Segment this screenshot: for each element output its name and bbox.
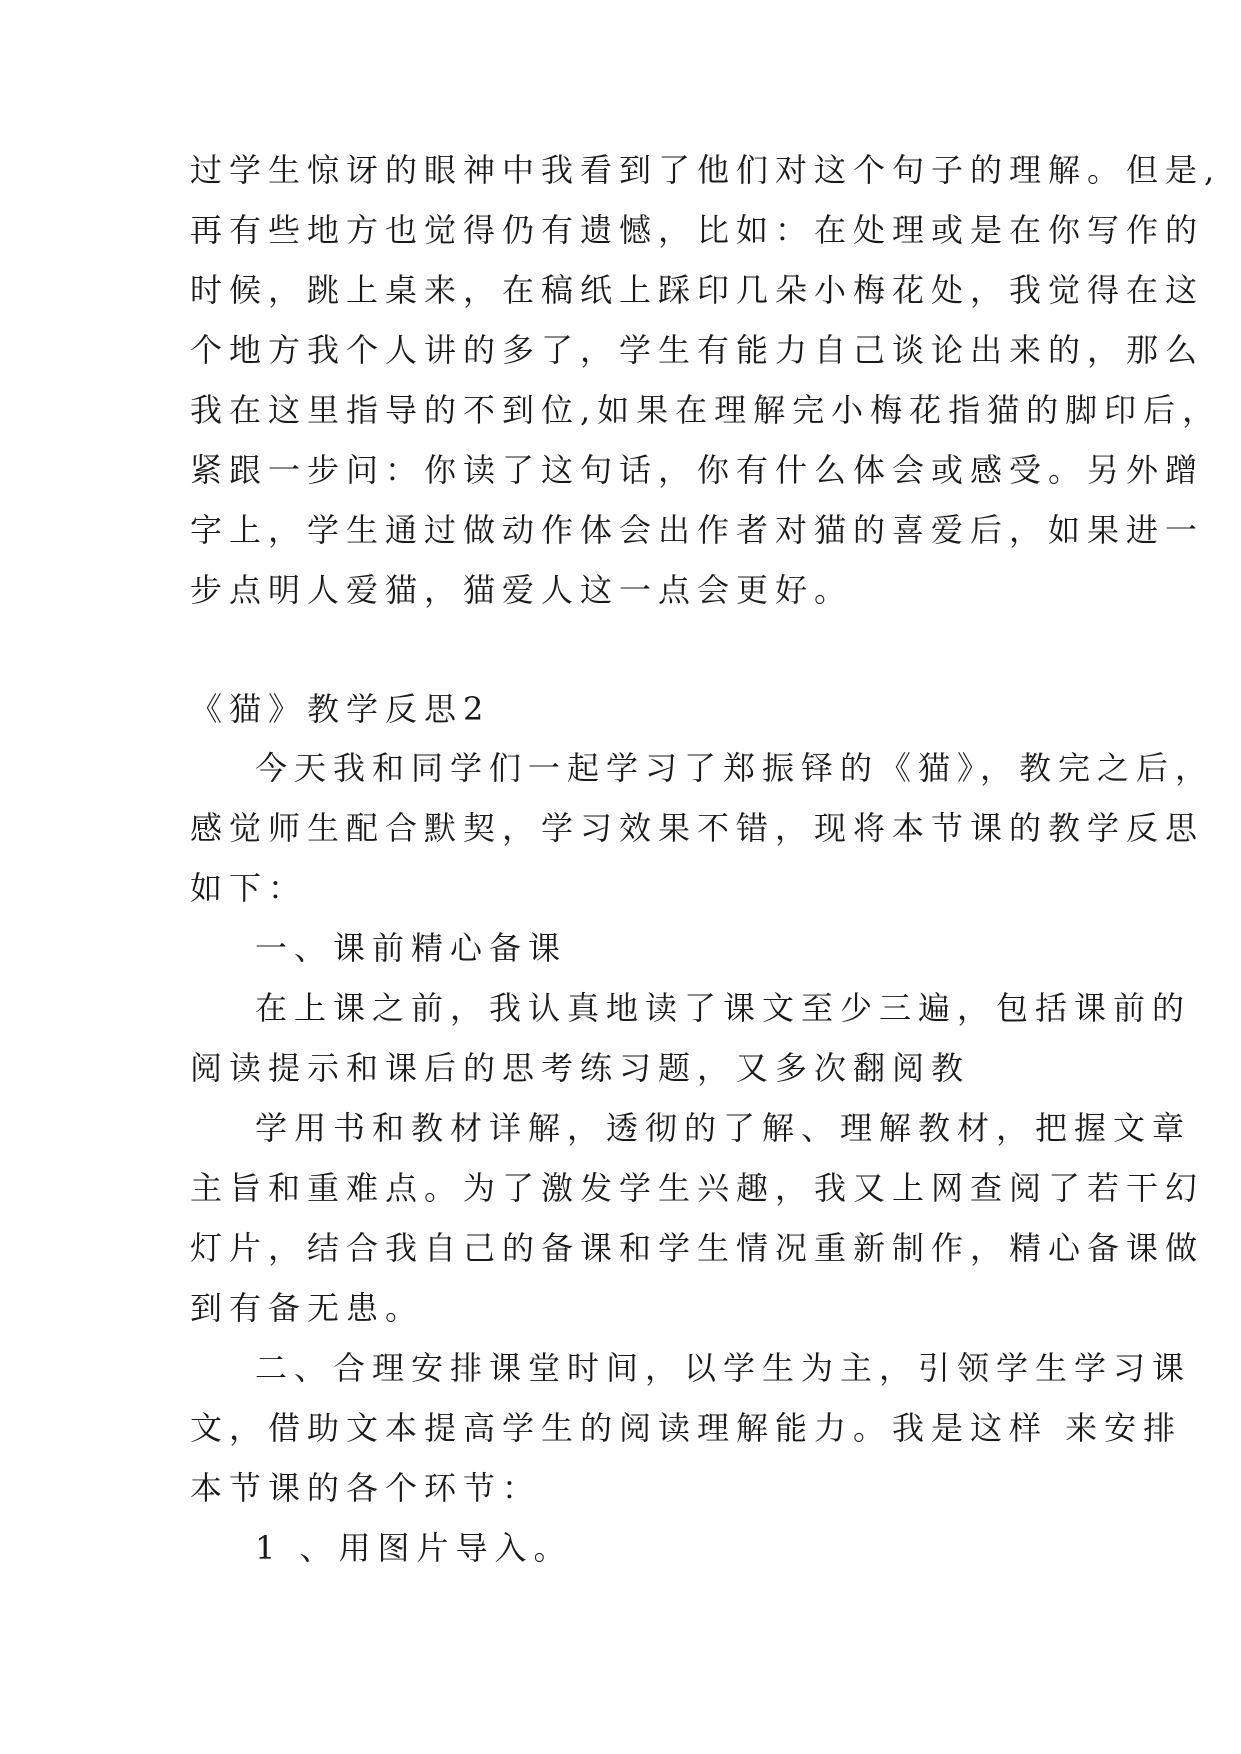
paragraph-first-line: 在上课之前，我认真地读了课文至少三遍，包括课前的 xyxy=(255,989,1192,1027)
text-line: 我在这里指导的不到位,如果在理解完小梅花指猫的脚印后， xyxy=(190,391,1222,429)
section-heading: 《猫》教学反思2 xyxy=(190,690,491,728)
text-line: 过学生惊讶的眼神中我看到了他们对这个句子的理解。但是, xyxy=(190,151,1222,189)
text-line: 到有备无患。 xyxy=(190,1289,425,1327)
text-line: 个地方我个人讲的多了，学生有能力自己谈论出来的，那么 xyxy=(190,331,1205,369)
text-line: 紧跟一步问：你读了这句话，你有什么体会或感受。另外蹭 xyxy=(190,451,1205,489)
paragraph-first-line: 学用书和教材详解，透彻的了解、理解教材，把握文章 xyxy=(255,1109,1192,1147)
text-line: 再有些地方也觉得仍有遗憾，比如：在处理或是在你写作的 xyxy=(190,211,1205,249)
text-line: 时候，跳上桌来，在稿纸上踩印几朵小梅花处，我觉得在这 xyxy=(190,271,1205,309)
text-line: 灯片，结合我自己的备课和学生情况重新制作，精心备课做 xyxy=(190,1229,1205,1267)
text-line: 字上，学生通过做动作体会出作者对猫的喜爱后，如果进一 xyxy=(190,511,1205,549)
text-line: 文，借助文本提高学生的阅读理解能力。我是这样 来安排 xyxy=(190,1409,1183,1447)
text-line: 步点明人爱猫，猫爱人这一点会更好。 xyxy=(190,571,854,609)
paragraph-first-line: 今天我和同学们一起学习了郑振铎的《猫》，教完之后， xyxy=(255,749,1215,787)
text-line: 阅读提示和课后的思考练习题，又多次翻阅教 xyxy=(190,1049,971,1087)
text-line: 感觉师生配合默契，学习效果不错，现将本节课的教学反思 xyxy=(190,809,1205,847)
text-line: 主旨和重难点。为了激发学生兴趣，我又上网查阅了若干幻 xyxy=(190,1169,1205,1207)
subheading: 二、合理安排课堂时间，以学生为主，引领学生学习课 xyxy=(255,1349,1192,1387)
text-line: 本节课的各个环节： xyxy=(190,1469,542,1507)
text-line: 如下： xyxy=(190,869,308,907)
subheading: 一、课前精心备课 xyxy=(255,929,568,967)
list-item: 1 、用图片导入。 xyxy=(255,1529,573,1567)
